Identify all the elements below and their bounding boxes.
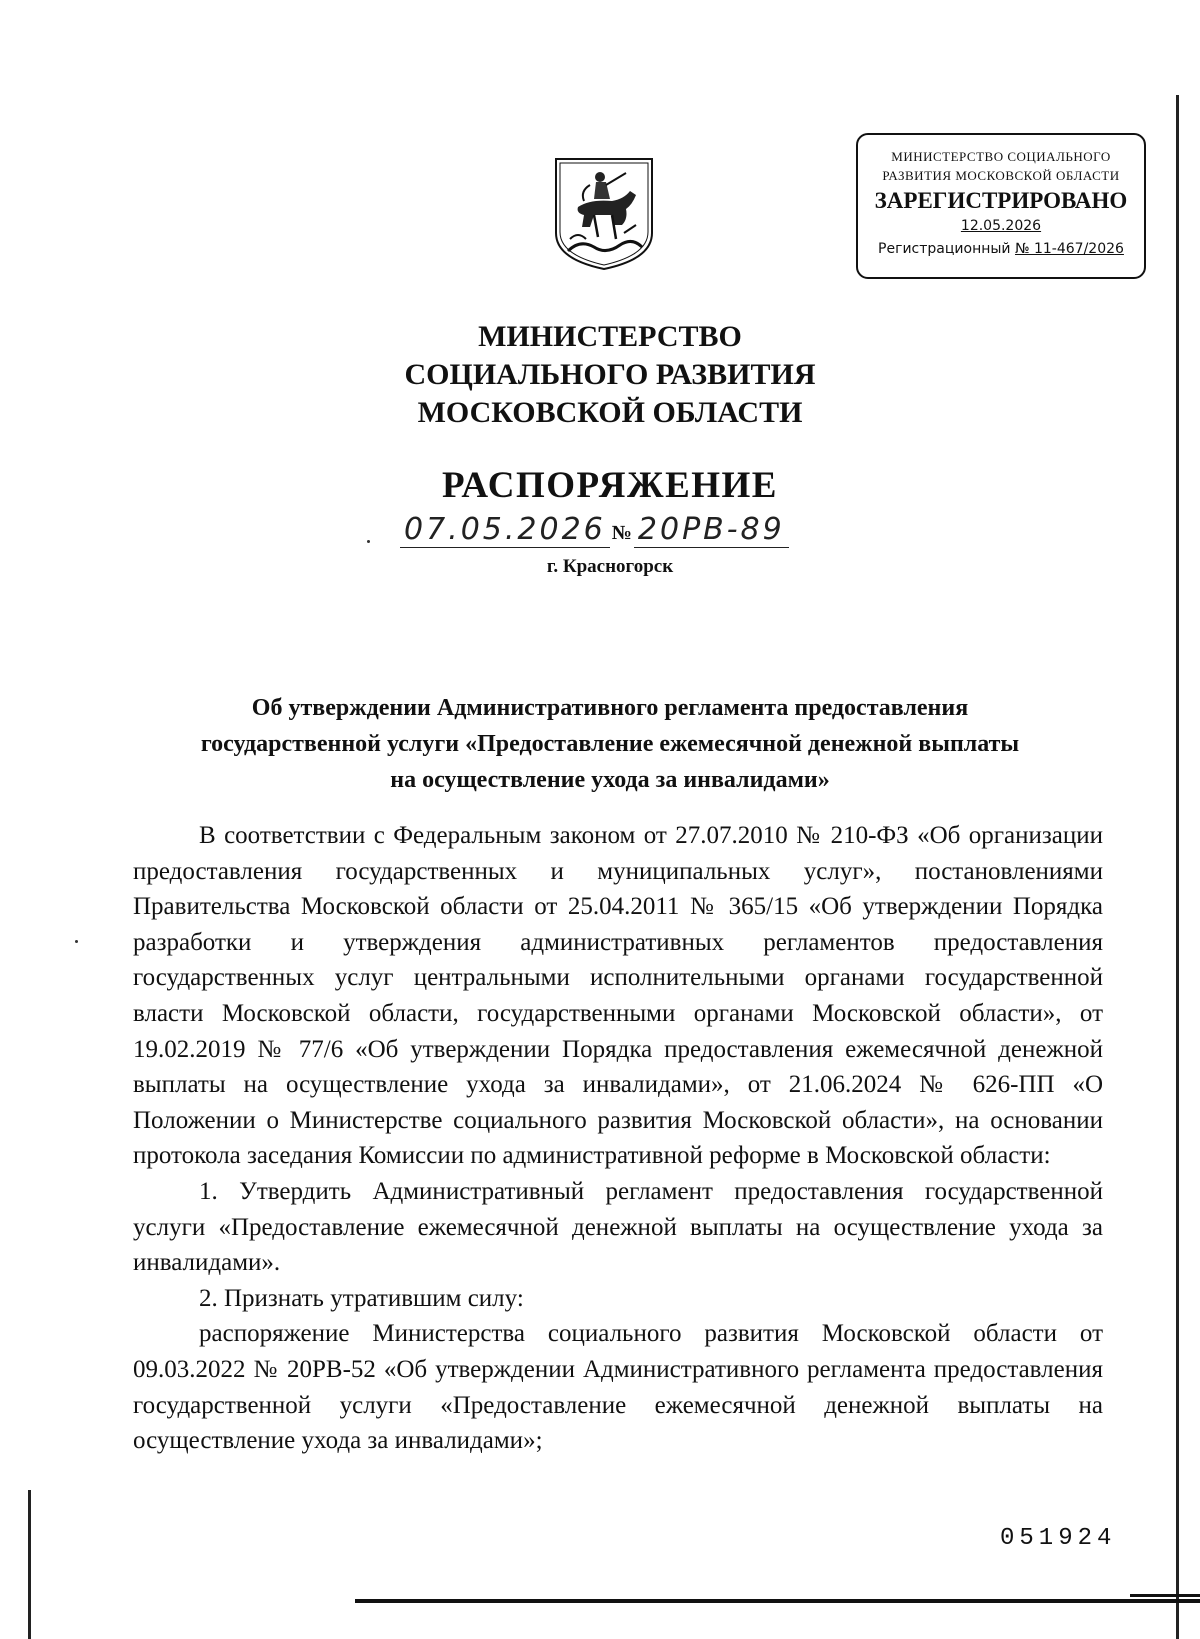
scan-speck <box>75 940 78 943</box>
org-line-1: МИНИСТЕРСТВО <box>478 320 742 353</box>
org-line-2: СОЦИАЛЬНОГО РАЗВИТИЯ <box>404 358 816 391</box>
document-date-number <box>400 512 850 547</box>
paragraph-item-1: 1. Утвердить Административный регламент предоставления государственной услуги «Предоставление ежемесячной денежной выплаты на осуществление ухода за инвалидами». <box>133 1177 1103 1277</box>
stamp-ministry-line2: РАЗВИТИЯ МОСКОВСКОЙ ОБЛАСТИ <box>882 168 1120 183</box>
title-line-3: на осуществление ухода за инвалидами» <box>390 767 830 793</box>
stamp-ministry-line1: МИНИСТЕРСТВО СОЦИАЛЬНОГО <box>891 149 1111 164</box>
city: г. Красногорск <box>546 556 674 577</box>
handwritten-number: 20РВ-89 <box>634 512 789 548</box>
stamp-reg-number <box>858 236 1144 262</box>
title-line-1: Об утверждении Административного регламента предоставления <box>251 695 969 721</box>
scan-speck <box>367 540 370 543</box>
stamp-reg-value: № 11-467/2026 <box>1014 241 1124 257</box>
stamp-date: 12.05.2026 <box>960 218 1042 234</box>
registration-stamp <box>856 133 1146 279</box>
organization-name <box>300 318 920 432</box>
paragraph-preamble: В соответствии с Федеральным законом от 27.07.2010 № 210-ФЗ «Об организации предоставления государственных и муниципальных услуг», постановлениями Правительства Московской области от 25.04.2011 № 365/15 «Об утверждении Порядка разработки и утверждения административных регламентов предоставления государственных услуг центральными исполнительными органами государственной власти Московской области, государственными органами Московской области», от 19.02.2019 № 77/6 «Об утверждении Порядка предоставления ежемесячной денежной выплаты на осуществление ухода за инвалидами», от 21.06.2024 № 626-ПП «О Положении о Министерстве социального развития Московской области», на основании протокола заседания Комиссии по административной реформе в Московской области: <box>133 822 1103 1170</box>
paragraph-item-2: 2. Признать утратившим силу: <box>199 1284 524 1312</box>
form-serial-number: 051924 <box>1000 1525 1117 1552</box>
scan-edge-left <box>28 1490 31 1639</box>
scan-bottom-line <box>355 1599 1200 1603</box>
paragraph-repealed-act: распоряжение Министерства социального развития Московской области от 09.03.2022 № 20РВ-52 «Об утверждении Административного регламента предоставления государственной услуги «Предоставление ежемесячной денежной выплаты на осуществление ухода за инвалидами»; <box>133 1320 1103 1455</box>
title-line-2: государственной услуги «Предоставление ежемесячной денежной выплаты <box>200 731 1020 757</box>
document-body <box>133 818 1103 1459</box>
number-sign: № <box>611 522 632 544</box>
stamp-status: ЗАРЕГИСТРИРОВАНО <box>874 188 1128 213</box>
org-line-3: МОСКОВСКОЙ ОБЛАСТИ <box>417 396 803 429</box>
document-type: РАСПОРЯЖЕНИЕ <box>441 465 778 506</box>
document-title <box>130 690 1090 798</box>
scan-edge-right <box>1176 95 1179 1639</box>
handwritten-date: 07.05.2026 <box>400 512 610 548</box>
scan-bottom-line-thick <box>1130 1594 1200 1597</box>
stamp-reg-label: Регистрационный <box>878 241 1011 257</box>
coat-of-arms-icon <box>550 155 658 273</box>
